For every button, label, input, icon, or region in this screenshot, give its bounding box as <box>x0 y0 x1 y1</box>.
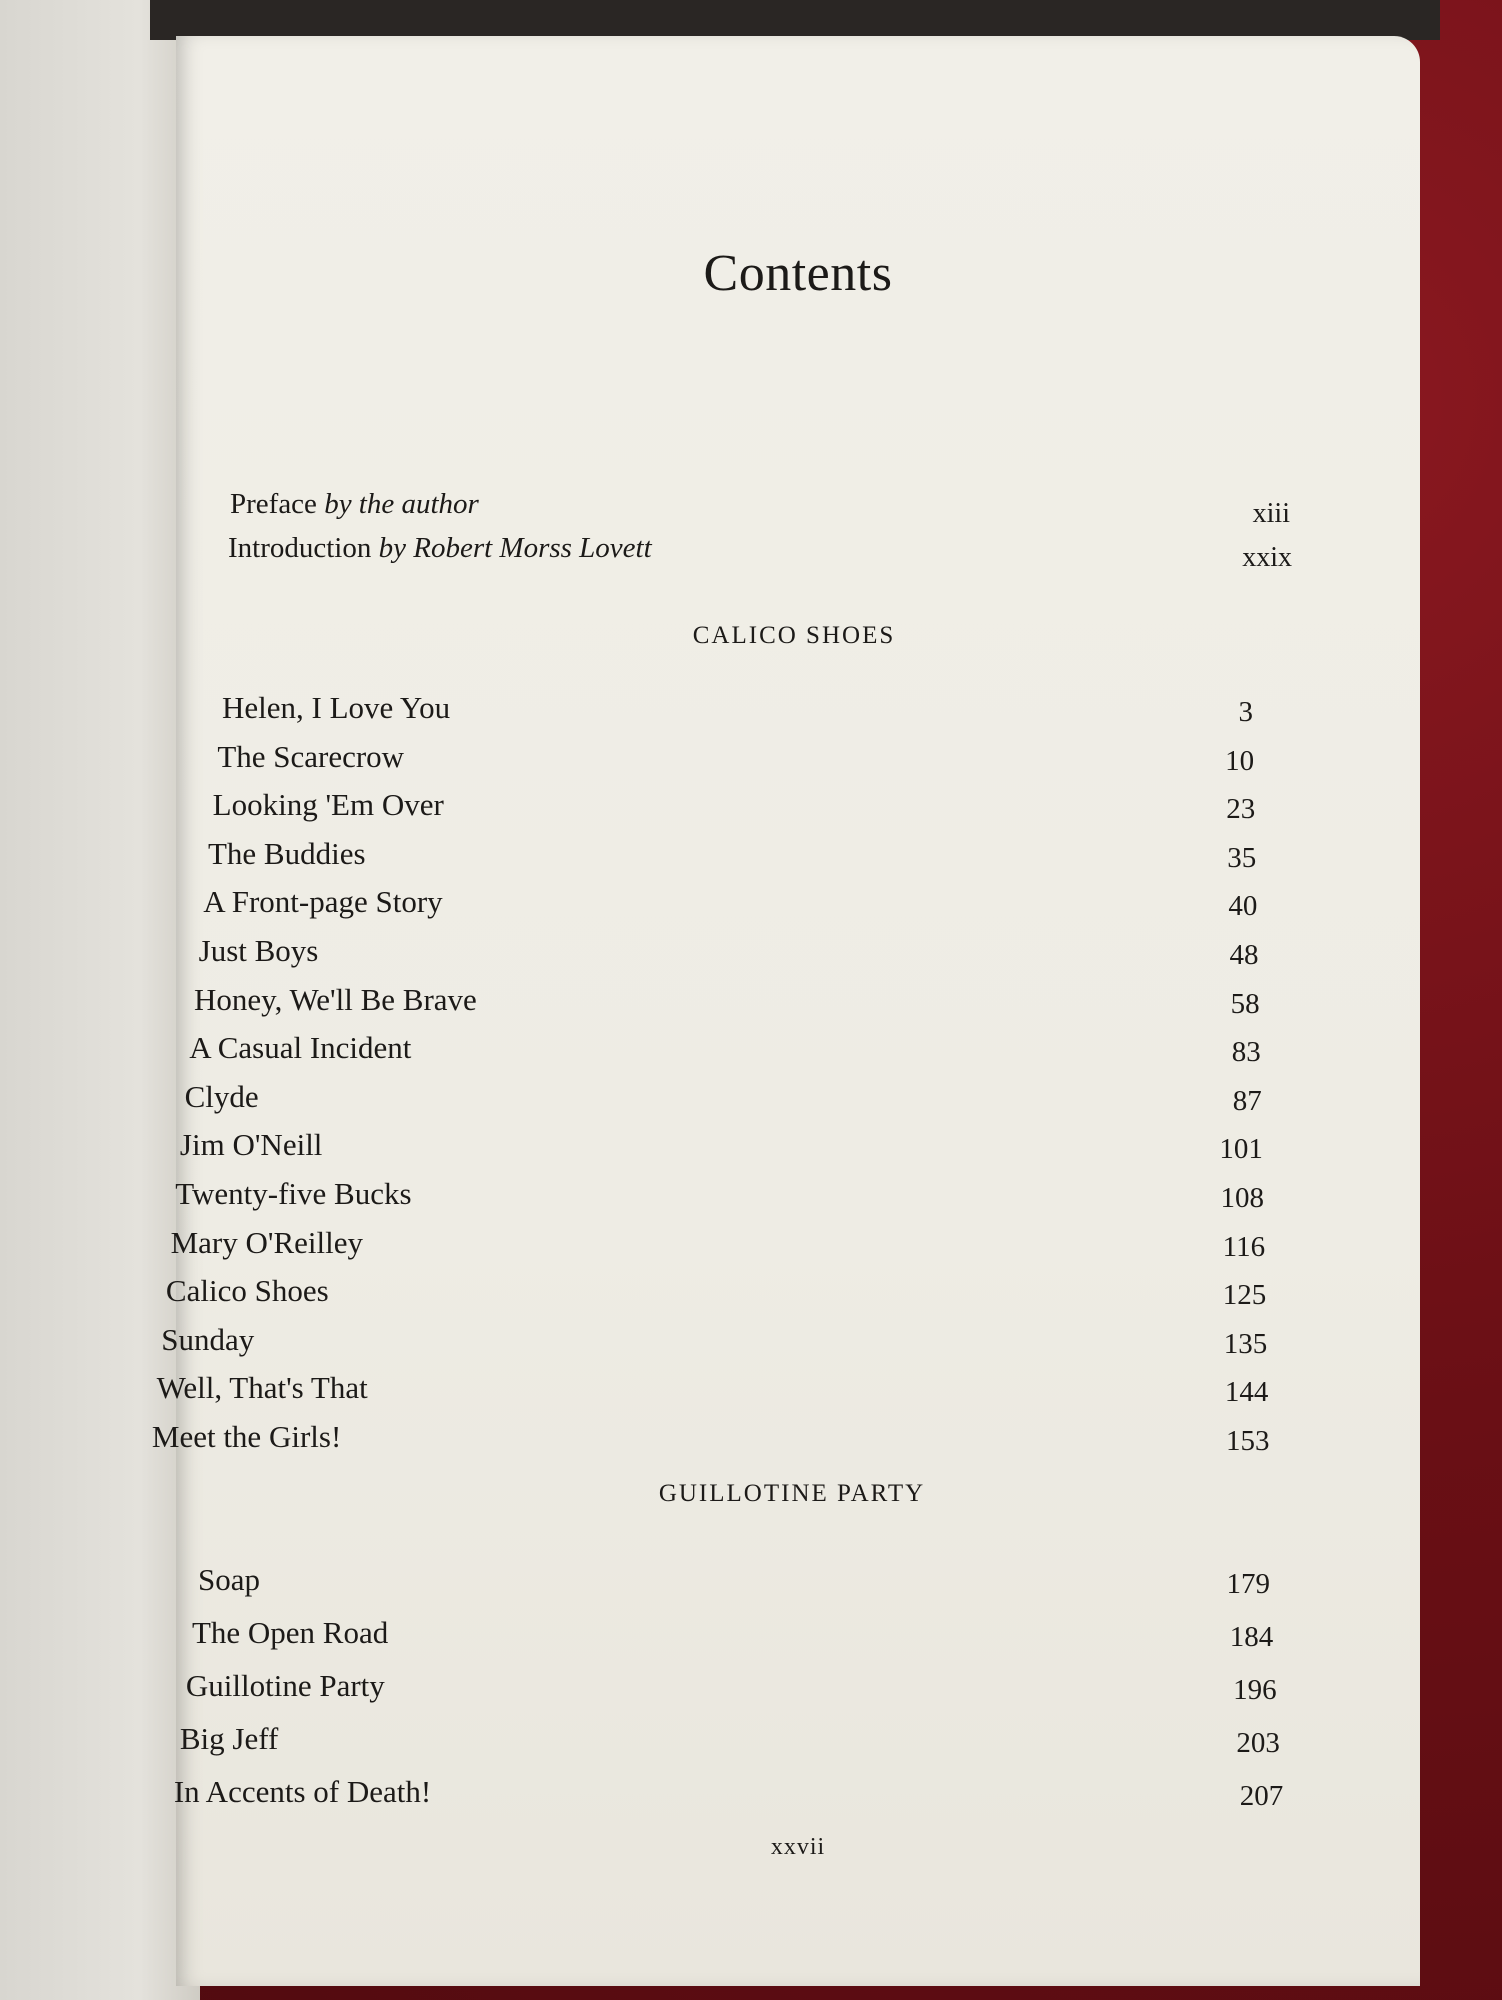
toc-entry <box>152 1419 1270 1459</box>
front-matter-byline: by Robert Morss Lovett <box>378 532 652 564</box>
toc-entry <box>157 1370 1269 1410</box>
toc-entry <box>166 1273 1266 1313</box>
front-matter-label: Preface <box>230 488 317 520</box>
toc-entry-title: Helen, I Love You <box>222 690 451 725</box>
facing-page-edge <box>0 0 200 2000</box>
toc-entry-page: 125 <box>1222 1279 1267 1312</box>
toc-entry-page: 207 <box>1239 1780 1284 1812</box>
toc-entry-title: Twenty-five Bucks <box>175 1176 412 1211</box>
toc-entry-page: 196 <box>1233 1674 1277 1706</box>
section-heading: CALICO SHOES <box>692 622 896 649</box>
toc-entry <box>180 1127 1263 1167</box>
toc-entry <box>175 1176 1264 1216</box>
toc-entry-page: 35 <box>1227 841 1257 874</box>
toc-entry-title: A Front-page Story <box>203 884 443 920</box>
toc-entry-title: Looking 'Em Over <box>212 787 444 823</box>
toc-entry-title: A Casual Incident <box>189 1030 412 1066</box>
front-matter-byline: by the author <box>324 488 479 520</box>
toc-entry-page: 3 <box>1238 696 1253 728</box>
toc-entry-page: 23 <box>1226 793 1256 826</box>
toc-entry <box>217 739 1254 779</box>
toc-entry <box>213 787 1256 827</box>
front-matter-page: xiii <box>1252 498 1290 529</box>
toc-entry-title: Guillotine Party <box>185 1668 385 1703</box>
toc-entry <box>186 1668 1277 1708</box>
toc-entry-page: 144 <box>1224 1376 1269 1409</box>
toc-entry-title: Jim O'Neill <box>179 1127 323 1163</box>
contents-page <box>151 36 1420 1986</box>
toc-entry-title: Mary O'Reilley <box>170 1224 363 1260</box>
toc-entry-page: 179 <box>1226 1568 1270 1600</box>
front-matter-page: xxix <box>1242 542 1292 573</box>
toc-entry-page: 108 <box>1220 1182 1264 1214</box>
toc-entry-title: Calico Shoes <box>165 1273 329 1309</box>
toc-entry <box>171 1225 1266 1265</box>
toc-entry-title: Meet the Girls! <box>151 1419 342 1454</box>
toc-entry <box>189 1030 1260 1070</box>
toc-entry-page: 10 <box>1225 744 1255 777</box>
toc-entry-page: 203 <box>1236 1727 1280 1759</box>
toc-entry <box>192 1615 1273 1655</box>
toc-entry-page: 40 <box>1228 890 1258 923</box>
toc-entry-title: The Open Road <box>191 1615 389 1650</box>
toc-entry <box>222 690 1253 730</box>
toc-entry-page: 135 <box>1223 1327 1268 1360</box>
toc-entry-title: Clyde <box>184 1078 259 1114</box>
toc-entry-page: 116 <box>1222 1230 1266 1263</box>
toc-entry-title: Honey, We'll Be Brave <box>193 981 477 1017</box>
front-matter-label: Introduction <box>228 532 372 564</box>
toc-entry-page: 184 <box>1229 1621 1274 1653</box>
toc-entry <box>174 1774 1283 1814</box>
toc-entry <box>203 884 1257 924</box>
toc-entry <box>208 836 1256 876</box>
toc-entry <box>194 982 1260 1022</box>
front-matter-preface <box>230 488 1290 528</box>
toc-entry-page: 153 <box>1226 1425 1270 1457</box>
toc-entry <box>198 1562 1270 1602</box>
toc-entry-title: Well, That's That <box>156 1370 368 1406</box>
toc-entry <box>199 933 1259 973</box>
toc-entry-title: Soap <box>198 1562 260 1597</box>
toc-entry-title: Big Jeff <box>179 1721 279 1756</box>
page-title: Contents <box>703 245 893 302</box>
toc-entry <box>185 1079 1262 1119</box>
toc-entry-page: 83 <box>1231 1036 1261 1069</box>
front-matter-introduction <box>228 532 1292 572</box>
section-heading: GUILLOTINE PARTY <box>658 1480 926 1507</box>
page-top-shadow <box>150 0 1440 40</box>
toc-entry-title: Sunday <box>161 1321 255 1357</box>
toc-entry-title: The Buddies <box>207 835 366 871</box>
toc-entry-page: 48 <box>1229 939 1259 971</box>
toc-entry <box>180 1721 1280 1761</box>
toc-entry-title: The Scarecrow <box>217 738 405 774</box>
toc-entry-page: 101 <box>1219 1133 1263 1166</box>
toc-entry-page: 58 <box>1230 987 1260 1020</box>
toc-entry-title: In Accents of Death! <box>173 1774 432 1809</box>
toc-entry-title: Just Boys <box>198 933 319 968</box>
toc-entry <box>161 1322 1267 1362</box>
toc-entry-page: 87 <box>1232 1084 1262 1117</box>
page-number: xxvii <box>770 1834 826 1860</box>
